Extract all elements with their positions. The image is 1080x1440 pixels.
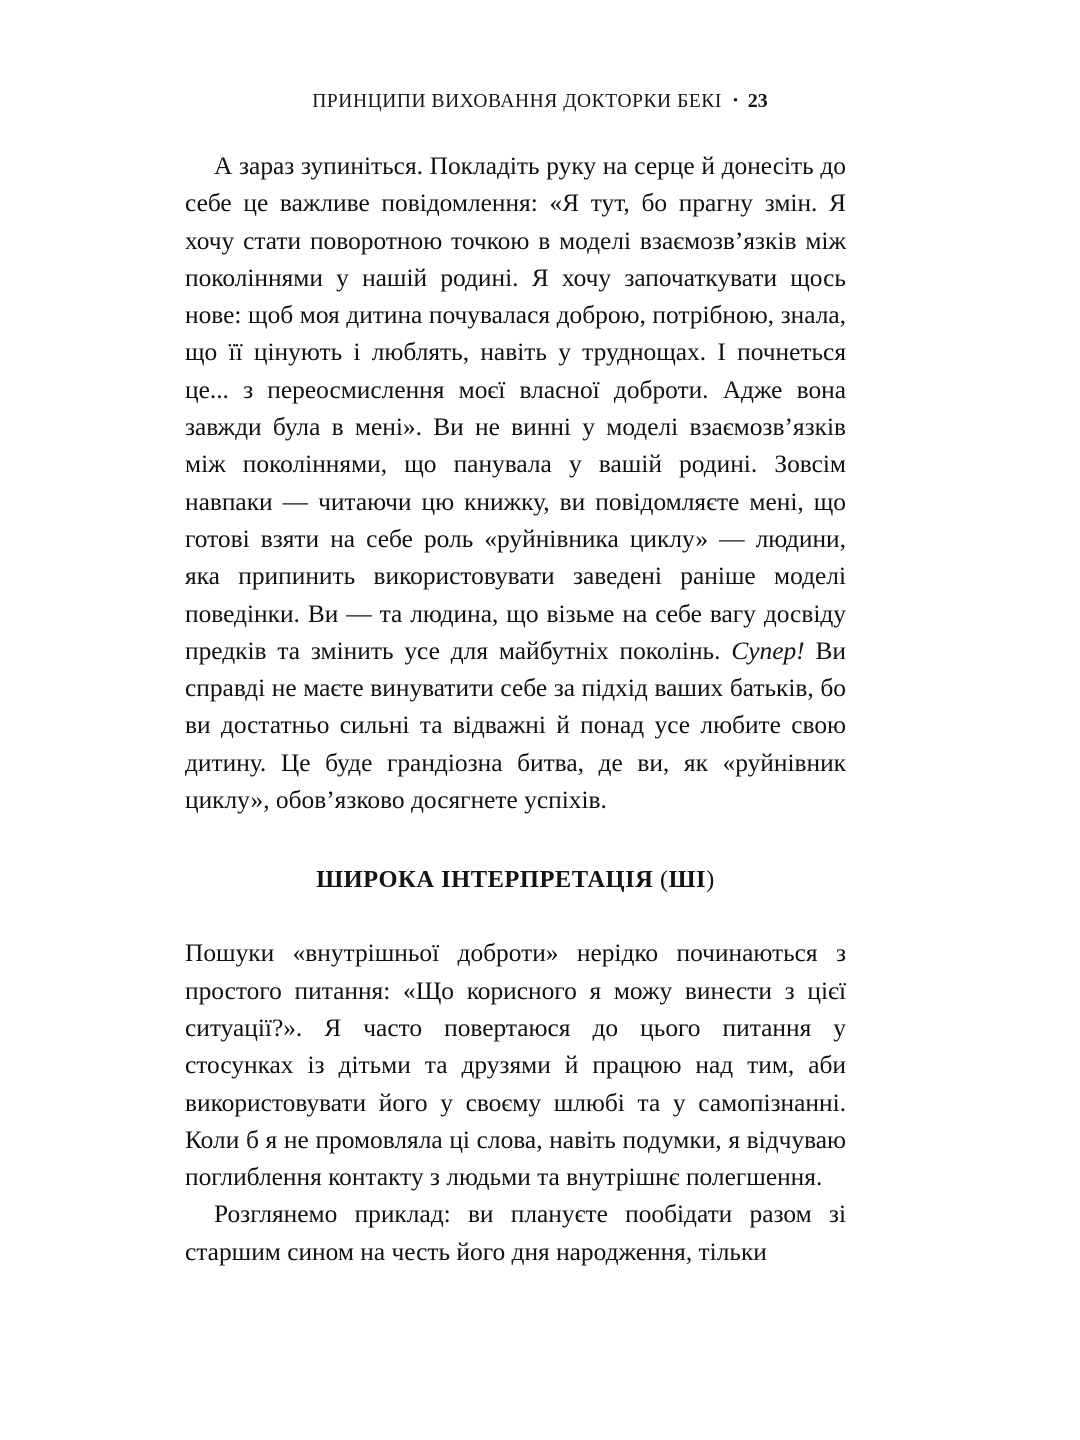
page-number: 23 xyxy=(747,90,768,112)
text-column xyxy=(185,148,846,1271)
running-head-title: ПРИНЦИПИ ВИХОВАННЯ ДОКТОРКИ БЕКІ xyxy=(312,91,722,112)
spacer-below-heading xyxy=(185,894,846,935)
paragraph-opening-text-before-emphasis: А зараз зупиніться. Покладіть руку на серце й донесіть до себе це важливе повідомлення: «Я тут, бо прагну змін. Я хочу стати поворотною точкою в моделі взаємозв’язків між поколіннями у нашій родині. Я хочу започаткувати щось нове: щоб моя дитина почувалася доброю, потрібною, знала, що її цінують і люблять, навіть у труднощах. І почнеться це... з переосмислення моєї власної доброти. Адже вона завжди була в мені». Ви не винні у моделі взаємозв’язків між поколіннями, що панувала у вашій родині. Зовсім навпаки — читаючи цю книжку, ви повідомляєте мені, що готові взяти на себе роль «руйнівника циклу» — людини, яка припинить використовувати заведені раніше моделі поведінки. Ви — та людина, що візьме на себе вагу досвіду предків та змінить усе для майбутніх поколінь. xyxy=(185,152,846,665)
paragraph-section-first: Пошуки «внутрішньої доброти» нерідко починаються з простого питання: «Що корисного я можу винести з цієї ситуації?». Я часто повертаюся до цього питання у стосунках із дітьми та друзями й працюю над тим, аби використовувати його у своєму шлюбі та у самопізнанні. Коли б я не промовляла ці слова, навіть подумки, я відчуваю поглиблення контакту з людьми та внутрішнє полегшення. xyxy=(185,939,846,1192)
paragraph-opening xyxy=(185,148,846,819)
section-heading-main: ШИРОКА ІНТЕРПРЕТАЦІЯ xyxy=(316,866,660,894)
running-head-separator-bullet-icon: • xyxy=(732,92,739,109)
emphasis-super: Супер! xyxy=(731,636,805,665)
spacer-above-heading xyxy=(185,819,846,866)
section-heading-abbreviation: ШІ xyxy=(668,866,707,894)
section-heading-paren-open: ( xyxy=(659,866,669,894)
section-heading xyxy=(185,866,846,894)
section-heading-paren-close: ) xyxy=(706,866,715,894)
paragraph-section-second: Розглянемо приклад: ви плануєте пообідати разом зі старшим сином на честь його дня народження, тільки xyxy=(185,1200,846,1266)
paragraph-opening-text-after-emphasis: Ви справді не маєте винуватити себе за підхід ваших батьків, бо ви достатньо сильні та відважні й понад усе любите свою дитину. Це буде грандіозна битва, де ви, як «руйнівник циклу», обов’язково досягнете успіхів. xyxy=(185,636,847,815)
running-head xyxy=(0,90,1080,113)
